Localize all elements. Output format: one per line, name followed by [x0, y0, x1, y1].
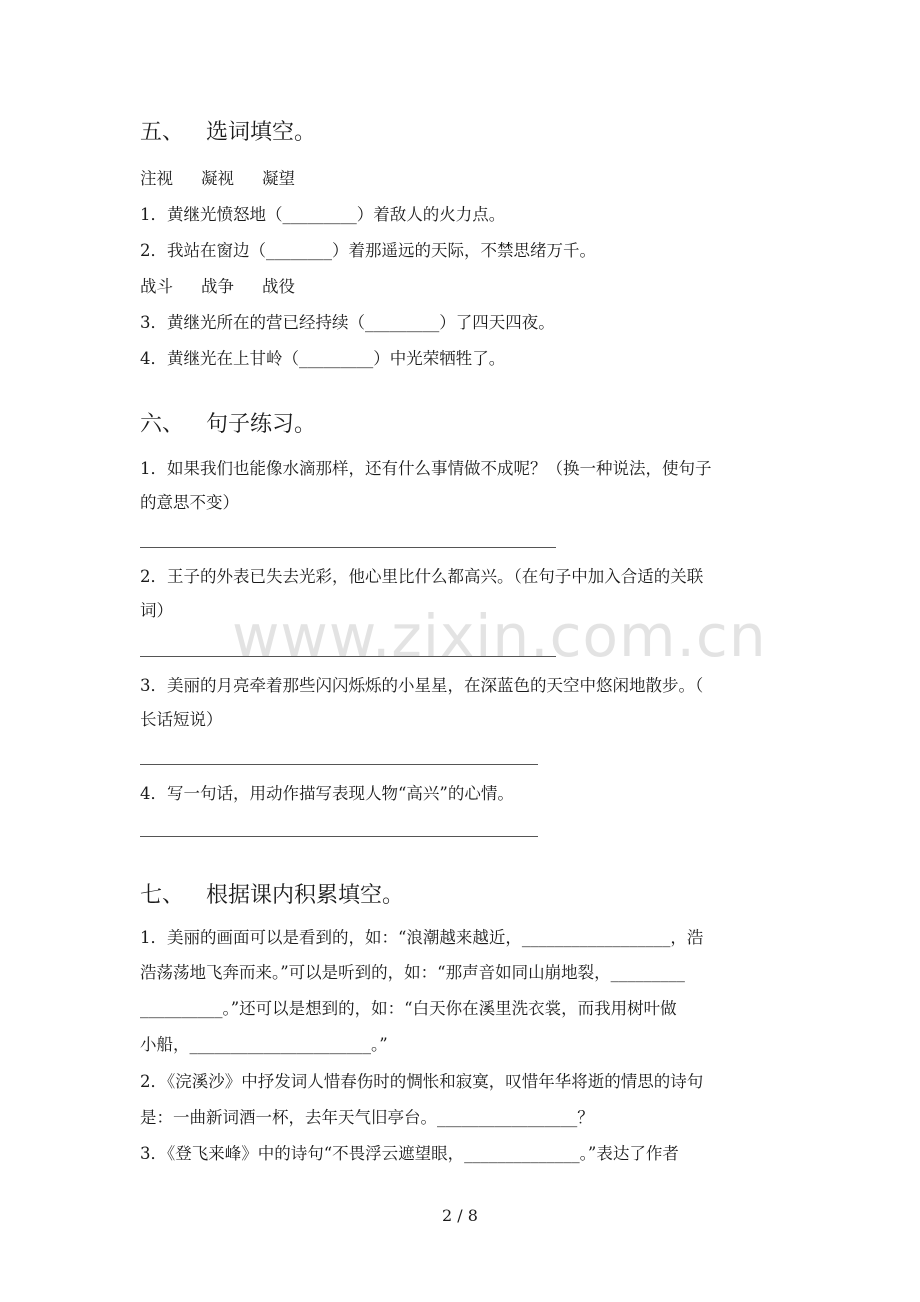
answer-line [140, 547, 556, 548]
question-6-1-line-1: 1．如果我们也能像水滴那样，还有什么事情做不成呢？（换一种说法，使句子 [140, 459, 712, 478]
question-5-3: 3．黄继光所在的营已经持续（_________）了四天四夜。 [140, 313, 555, 332]
question-7-1-line-3: __________。”还可以是想到的，如：“白天你在溪里洗衣裳，而我用树叶做 [140, 999, 677, 1018]
section-6-title: 句子练习。 [206, 412, 317, 437]
section-6-heading [140, 410, 316, 440]
section-5-title: 选词填空。 [206, 120, 317, 145]
question-7-1-line-1: 1．美丽的画面可以是看到的，如：“浪潮越来越近，__________________，浩 [140, 928, 704, 947]
word-choice: 战争 [201, 277, 234, 296]
section-5-number: 五、 [140, 120, 185, 145]
question-5-2: 2．我站在窗边（________）着那遥远的天际，不禁思绪万千。 [140, 241, 596, 260]
question-6-4: 4．写一句话，用动作描写表现人物“高兴”的心情。 [140, 784, 514, 803]
question-6-1-line-2: 的意思不变） [140, 493, 239, 512]
section-7-heading [140, 881, 404, 911]
question-6-2-line-2: 词） [140, 601, 173, 620]
word-choice: 战斗 [140, 277, 173, 296]
word-choice: 注视 [140, 169, 173, 188]
question-5-4: 4．黄继光在上甘岭（_________）中光荣牺牲了。 [140, 349, 506, 368]
question-7-3-line-1: 3．《登飞来峰》中的诗句“不畏浮云遮望眼，______________。”表达了作者 [140, 1144, 679, 1163]
answer-line [140, 764, 538, 765]
question-7-1-line-4: 小船，______________________。” [140, 1035, 388, 1054]
question-5-1: 1．黄继光愤怒地（_________）着敌人的火力点。 [140, 205, 506, 224]
question-7-2-line-1: 2．《浣溪沙》中抒发词人惜春伤时的惆怅和寂寞，叹惜年华将逝的情思的诗句 [140, 1072, 704, 1091]
page-number: 2 / 8 [442, 1206, 478, 1225]
watermark: www.zixin.com.cn [232, 602, 767, 670]
section-7-title: 根据课内积累填空。 [206, 883, 405, 908]
question-6-3-line-1: 3．美丽的月亮牵着那些闪闪烁烁的小星星，在深蓝色的天空中悠闲地散步。（ [140, 676, 704, 695]
word-choice: 凝望 [262, 169, 295, 188]
word-choice: 战役 [262, 277, 295, 296]
answer-line [140, 836, 538, 837]
word-choice: 凝视 [201, 169, 234, 188]
question-7-2-line-2: 是：一曲新词酒一杯，去年天气旧亭台。_________________？ [140, 1108, 594, 1127]
section-7-number: 七、 [140, 883, 185, 908]
question-6-3-line-2: 长话短说） [140, 710, 223, 729]
word-choices-1 [140, 168, 323, 190]
section-5-heading [140, 118, 316, 148]
question-6-2-line-1: 2．王子的外表已失去光彩，他心里比什么都高兴。（在句子中加入合适的关联 [140, 567, 704, 586]
question-7-1-line-2: 浩荡荡地飞奔而来。”可以是听到的，如：“那声音如同山崩地裂，_________ [140, 963, 685, 982]
word-choices-2 [140, 276, 323, 298]
section-6-number: 六、 [140, 412, 185, 437]
